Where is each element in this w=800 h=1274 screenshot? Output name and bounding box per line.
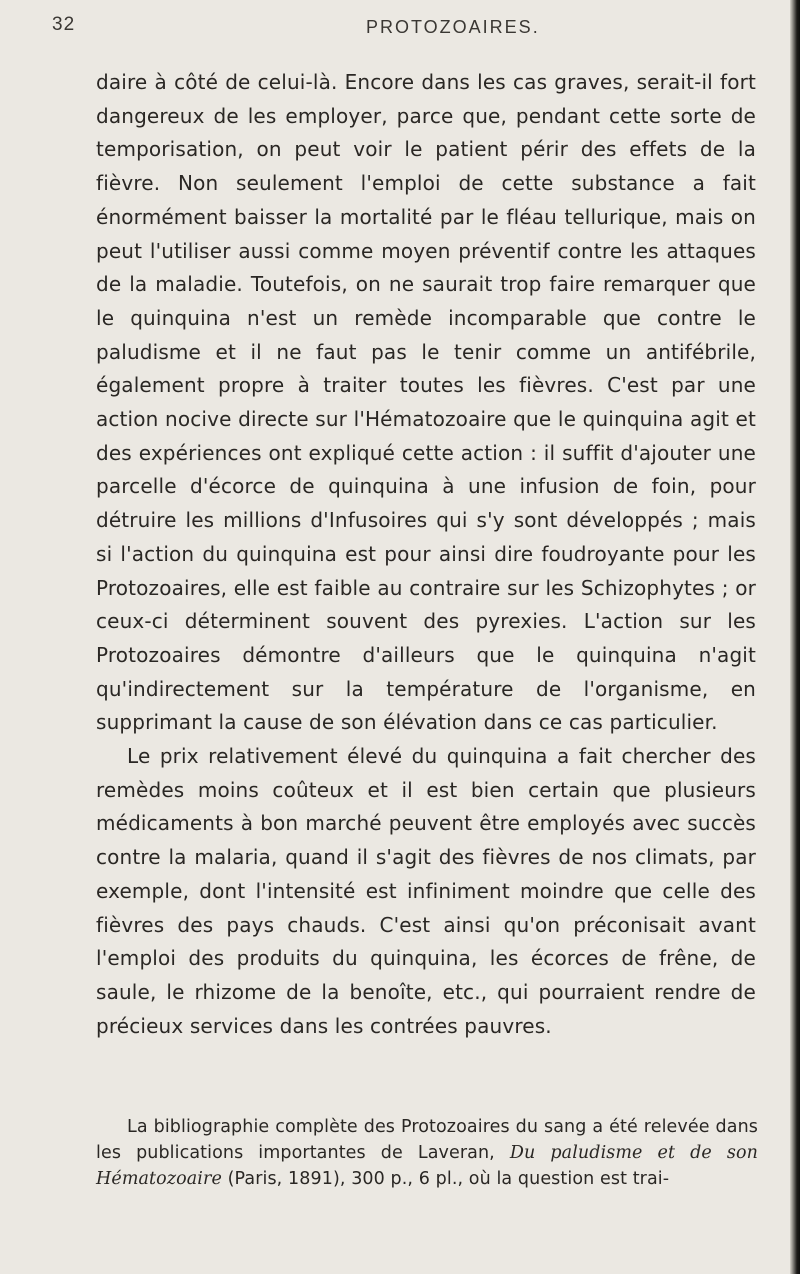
note-text-before: La bibliographie complète des Protozoaires du sang a été relevée dans les publications importantes de Laveran, xyxy=(96,1117,758,1163)
paragraph-1: daire à côté de celui-là. Encore dans les cas graves, serait-il fort dangereux de les employer, parce que, pendant cette sorte de temporisation, on peut voir le patient périr des effets de la fièvre. Non seulement l'emploi de cette substance a fait énormément baisser la mortalité par le fléau tellurique, mais on peut l'utiliser aussi comme moyen préventif contre les attaques de la maladie. Toutefois, on ne saurait trop faire remarquer que le quinquina n'est un remède incomparable que contre le paludisme et il ne faut pas le tenir comme un antifébrile, également propre à traiter toutes les fièvres. C'est par une action nocive directe sur l'Hématozoaire que le quinquina agit et des expériences ont expliqué cette action : il suffit d'ajouter une parcelle d'écorce de quinquina à une infusion de foin, pour détruire les millions d'Infusoires qui s'y sont développés ; mais si l'action du quinquina est pour ainsi dire foudroyante pour les Protozoaires, elle est faible au contraire sur les Schizophytes ; or ceux-ci déterminent souvent des pyrexies. L'action sur les Protozoaires démontre d'ailleurs que le quinquina n'agit qu'indirectement sur la température de l'organisme, en supprimant la cause de son élévation dans ce cas particulier. xyxy=(96,70,756,735)
main-text xyxy=(96,66,756,1043)
page-edge-shadow xyxy=(790,0,800,1274)
note-text-after: (Paris, 1891), 300 p., 6 pl., où la question est trai- xyxy=(221,1169,670,1189)
page-number: 32 xyxy=(52,14,76,35)
bibliography-note xyxy=(96,1114,758,1192)
paragraph-2: Le prix relativement élevé du quinquina a fait chercher des remèdes moins coûteux et il est bien certain que plusieurs médicaments à bon marché peuvent être employés avec succès contre la malaria, quand il s'agit des fièvres de nos climats, par exemple, dont l'intensité est infiniment moindre que celle des fièvres des pays chauds. C'est ainsi qu'on préconisait avant l'emploi des produits du quinquina, les écorces de frêne, de saule, le rhizome de la benoîte, etc., qui pourraient rendre de précieux services dans les contrées pauvres. xyxy=(96,744,756,1038)
page-header xyxy=(0,14,790,50)
running-head: PROTOZOAIRES. xyxy=(366,17,540,37)
note-book-title: Du paludisme et de son Hématozoaire xyxy=(96,1143,758,1189)
